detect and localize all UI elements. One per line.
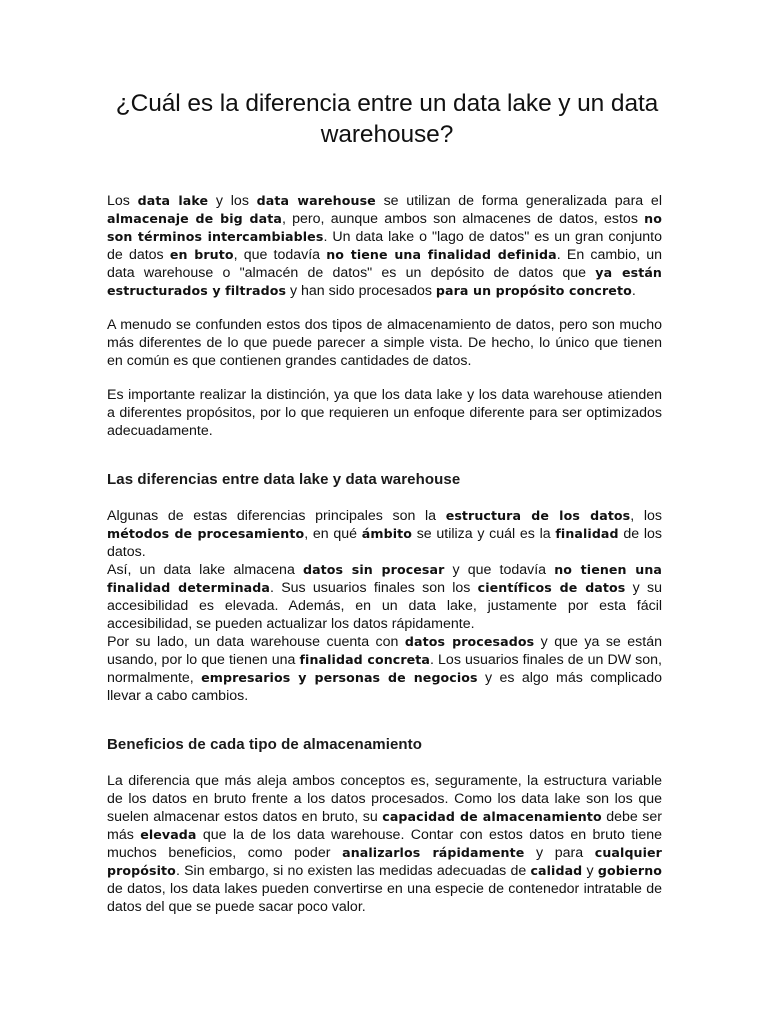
bold-phrase: ya están estructurados y filtrados: [107, 265, 662, 299]
bold-phrase: almacenaje de big data: [107, 211, 282, 227]
bold-phrase: en bruto: [169, 247, 234, 263]
differences-paragraph: Así, un data lake almacena datos sin procesar y que todavía no tienen una finalidad determinada. Sus usuarios finales son los científicos de datos y su accesibilidad es elevada. Además, en un data lake, justamente por esta fácil accesibilidad, se pueden actualizar los datos rápidamente.: [107, 562, 663, 633]
bold-phrase: para un propósito concreto: [435, 283, 632, 299]
differences-paragraph: Por su lado, un data warehouse cuenta con datos procesados y que ya se están usando, por lo que tienen una finalidad concreta. Los usuarios finales de un DW son, normalmente, empresarios y personas de negocios y es algo más complicado llevar a cabo cambios.: [107, 634, 662, 705]
differences-paragraph: Algunas de estas diferencias principales son la estructura de los datos, los métodos de procesamiento, en qué ámbito se utiliza y cuál es la finalidad de los datos.: [107, 508, 662, 561]
bold-phrase: capacidad de almacenamiento: [382, 809, 602, 825]
section-heading-differences: Las diferencias entre data lake y data warehouse: [107, 471, 461, 489]
bold-phrase: no tiene una finalidad definida: [326, 247, 557, 263]
bold-phrase: cualquier propósito: [107, 845, 662, 879]
bold-phrase: no tienen una finalidad determinada: [107, 562, 662, 596]
benefits-paragraph: La diferencia que más aleja ambos conceptos es, seguramente, la estructura variable de los datos en bruto frente a los datos procesados. Como los data lake son los que suelen almacenar estos datos en bruto, su capacidad de almacenamiento debe ser más elevada que la de los data warehouse. Contar con estos datos en bruto tiene muchos beneficios, como poder analizarlos rápidamente y para cualquier propósito. Sin embargo, si no existen las medidas adecuadas de calidad y gobierno de datos, los data lakes pueden convertirse en una especie de contenedor intratable de datos del que se puede sacar poco valor.: [107, 773, 663, 916]
intro-paragraph: Los data lake y los data warehouse se utilizan de forma generalizada para el almacenaje de big data, pero, aunque ambos son almacenes de datos, estos no son términos intercambiables. Un data lake o "lago de datos" es un gran conjunto de datos en bruto, que todavía no tiene una finalidad definida. En cambio, un data warehouse o "almacén de datos" es un depósito de datos que ya están estructurados y filtrados y han sido procesados para un propósito concreto.: [107, 193, 662, 300]
bold-phrase: métodos de procesamiento: [107, 526, 305, 542]
bold-phrase: data lake: [137, 193, 209, 209]
bold-phrase: no son términos intercambiables: [107, 211, 662, 245]
bold-phrase: empresarios y personas de negocios: [201, 670, 478, 686]
bold-phrase: analizarlos rápidamente: [342, 845, 525, 861]
bold-phrase: datos procesados: [404, 634, 535, 650]
bold-phrase: gobierno: [597, 863, 663, 879]
bold-phrase: finalidad concreta: [299, 652, 431, 668]
bold-phrase: calidad: [530, 863, 583, 879]
bold-phrase: datos sin procesar: [302, 562, 445, 578]
document-title: ¿Cuál es la diferencia entre un data lake y un data warehouse?: [115, 90, 659, 149]
bold-phrase: elevada: [140, 827, 197, 843]
section-heading-benefits: Beneficios de cada tipo de almacenamiento: [107, 736, 423, 754]
bold-phrase: data warehouse: [256, 193, 376, 209]
intro-paragraph: Es importante realizar la distinción, ya que los data lake y los data warehouse atienden a diferentes propósitos, por lo que requieren un enfoque diferente para ser optimizados adecuadamente.: [107, 387, 662, 440]
bold-phrase: finalidad: [555, 526, 619, 542]
bold-phrase: estructura de los datos: [445, 508, 631, 524]
intro-paragraph: A menudo se confunden estos dos tipos de almacenamiento de datos, pero son mucho más diferentes de lo que puede parecer a simple vista. De hecho, lo único que tienen en común es que contienen grandes cantidades de datos.: [107, 317, 662, 370]
bold-phrase: científicos de datos: [477, 580, 626, 596]
bold-phrase: ámbito: [361, 526, 412, 542]
